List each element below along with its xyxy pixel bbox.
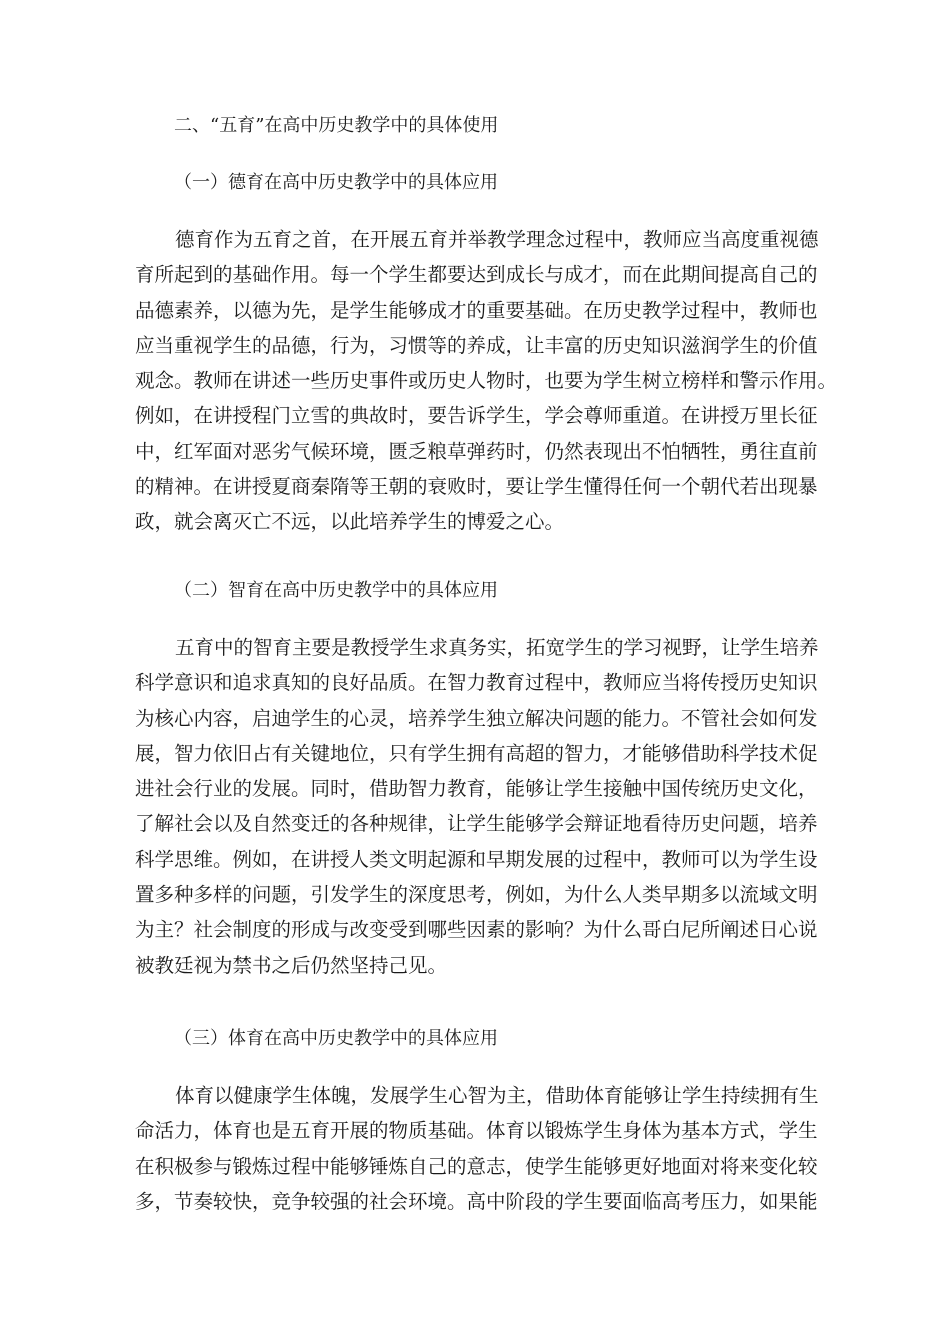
paragraph-line: 应当重视学生的品德，行为，习惯等的养成，让丰富的历史知识滋润学生的价值 [135, 333, 818, 357]
paragraph-line: 置多种多样的问题，引发学生的深度思考，例如，为什么人类早期多以流域文明 [135, 883, 818, 907]
paragraph-line: 中，红军面对恶劣气候环境，匮乏粮草弹药时，仍然表现出不怕牺牲，勇往直前 [135, 439, 818, 463]
paragraph-line: 育所起到的基础作用。每一个学生都要达到成长与成才，而在此期间提高自己的 [135, 263, 818, 287]
paragraph-line: 科学思维。例如，在讲授人类文明起源和早期发展的过程中，教师可以为学生设 [135, 847, 818, 871]
paragraph-intellectual [135, 630, 817, 983]
subsection-heading-moral: （一）德育在高中历史教学中的具体应用 [174, 172, 498, 193]
paragraph-line: 了解社会以及自然变迁的各种规律，让学生能够学会辩证地看待历史问题，培养 [135, 812, 818, 836]
paragraph-line: 德育作为五育之首，在开展五育并举教学理念过程中，教师应当高度重视德 [175, 228, 819, 251]
paragraph-line: 例如，在讲授程门立雪的典故时，要告诉学生，学会尊师重道。在讲授万里长征 [135, 404, 818, 428]
paragraph-line: 在积极参与锻炼过程中能够锤炼自己的意志，使学生能够更好地面对将来变化较 [135, 1154, 818, 1178]
paragraph-line: 进社会行业的发展。同时，借助智力教育，能够让学生接触中国传统历史文化， [135, 777, 818, 801]
section-title: 二、“五育”在高中历史教学中的具体使用 [174, 115, 499, 136]
paragraph-line: 观念。教师在讲述一些历史事件或历史人物时，也要为学生树立榜样和警示作用。 [135, 369, 838, 393]
paragraph-line: 为主？社会制度的形成与改变受到哪些因素的影响？为什么哥白尼所阐述日心说 [135, 918, 818, 942]
paragraph-line: 命活力，体育也是五育开展的物质基础。体育以锻炼学生身体为基本方式，学生 [135, 1119, 818, 1143]
paragraph-line: 体育以健康学生体魄，发展学生心智为主，借助体育能够让学生持续拥有生 [175, 1084, 819, 1107]
paragraph-physical [135, 1078, 817, 1219]
paragraph-line: 品德素养，以德为先，是学生能够成才的重要基础。在历史教学过程中，教师也 [135, 298, 818, 322]
paragraph-line: 多，节奏较快，竞争较强的社会环境。高中阶段的学生要面临高考压力，如果能 [135, 1189, 818, 1213]
subsection-heading-physical: （三）体育在高中历史教学中的具体应用 [174, 1028, 498, 1049]
paragraph-line: 五育中的智育主要是教授学生求真务实，拓宽学生的学习视野，让学生培养 [175, 636, 819, 659]
paragraph-line: 政，就会离灭亡不远，以此培养学生的博爱之心。 [135, 510, 565, 534]
paragraph-line: 为核心内容，启迪学生的心灵，培养学生独立解决问题的能力。不管社会如何发 [135, 706, 818, 730]
paragraph-line: 被教廷视为禁书之后仍然坚持己见。 [135, 953, 448, 977]
paragraph-line: 科学意识和追求真知的良好品质。在智力教育过程中，教师应当将传授历史知识 [135, 671, 818, 695]
paragraph-line: 的精神。在讲授夏商秦隋等王朝的衰败时，要让学生懂得任何一个朝代若出现暴 [135, 475, 818, 499]
subsection-heading-intellectual: （二）智育在高中历史教学中的具体应用 [174, 580, 498, 601]
paragraph-line: 展，智力依旧占有关键地位，只有学生拥有高超的智力，才能够借助科学技术促 [135, 741, 818, 765]
paragraph-moral [135, 222, 838, 540]
